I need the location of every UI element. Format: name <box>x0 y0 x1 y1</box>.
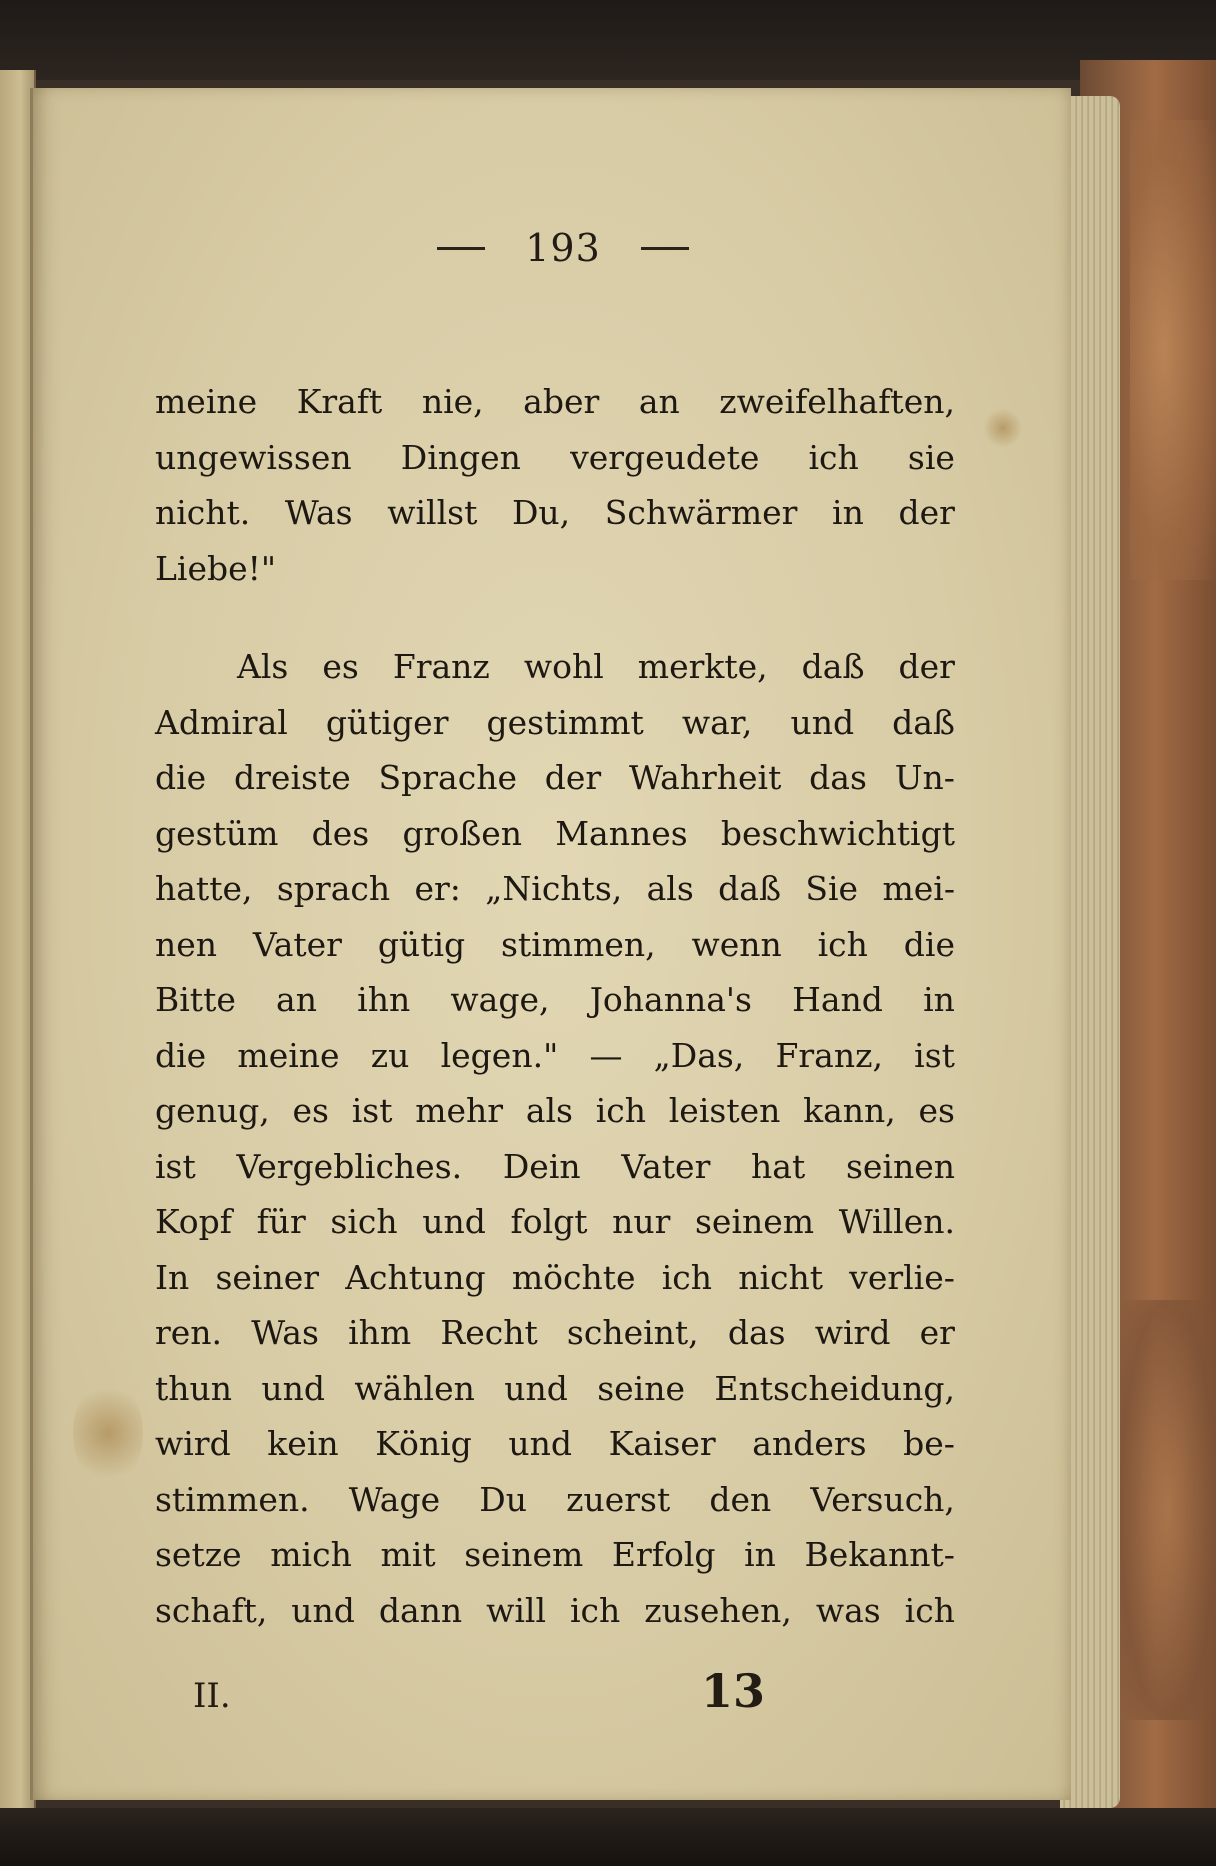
cover-stain <box>1120 1300 1216 1720</box>
sheet-number: 13 <box>701 1664 766 1718</box>
paragraph <box>155 639 955 1638</box>
body-text <box>155 374 955 1638</box>
text-line: thun und wählen und seine Entscheidung, <box>155 1368 955 1408</box>
text-line: Admiral gütiger gestimmt war, und daß <box>155 702 955 742</box>
text-line: die dreiste Sprache der Wahrheit das Un- <box>155 758 955 797</box>
text-line: ist Vergebliches. Dein Vater hat seinen <box>155 1146 955 1186</box>
signature-mark: II. <box>193 1676 231 1716</box>
scan-bottom-edge <box>0 1808 1216 1866</box>
text-line: Kopf für sich und folgt nur seinem Willen. <box>155 1202 955 1241</box>
foxing-stain <box>983 408 1023 448</box>
text-line: In seiner Achtung möchte ich nicht verlie- <box>155 1257 955 1297</box>
page-header <box>393 218 733 278</box>
header-dash-right <box>641 247 689 250</box>
text-line: genug, es ist mehr als ich leisten kann, es <box>155 1091 955 1130</box>
text-line: Bitte an ihn wage, Johanna's Hand in <box>155 980 955 1019</box>
text-line: meine Kraft nie, aber an zweifelhaften, <box>155 382 955 421</box>
text-line: die meine zu legen." — „Das, Franz, ist <box>155 1035 955 1075</box>
text-line: Als es Franz wohl merkte, daß der <box>237 647 955 686</box>
text-line: Liebe!" <box>155 548 277 588</box>
text-line: gestüm des großen Mannes beschwichtigt <box>155 813 955 853</box>
text-line: nicht. Was willst Du, Schwärmer in der <box>155 493 955 532</box>
book-page <box>30 88 1071 1800</box>
page-number: 193 <box>525 226 601 270</box>
text-line: nen Vater gütig stimmen, wenn ich die <box>155 924 955 964</box>
header-dash-left <box>437 247 485 250</box>
scan-top-edge <box>0 0 1216 80</box>
cover-stain <box>1130 120 1216 580</box>
text-line: stimmen. Wage Du zuerst den Versuch, <box>155 1479 955 1519</box>
text-line: ungewissen Dingen vergeudete ich sie <box>155 437 955 477</box>
paragraph-gap <box>155 596 955 639</box>
paragraph <box>155 374 955 596</box>
text-line: schaft, und dann will ich zusehen, was ich <box>155 1590 955 1630</box>
foxing-stain <box>73 1378 143 1488</box>
text-line: wird kein König und Kaiser anders be- <box>155 1424 955 1463</box>
text-line: setze mich mit seinem Erfolg in Bekannt- <box>155 1535 955 1574</box>
text-line: hatte, sprach er: „Nichts, als daß Sie mei- <box>155 869 955 908</box>
text-line: ren. Was ihm Recht scheint, das wird er <box>155 1313 955 1352</box>
